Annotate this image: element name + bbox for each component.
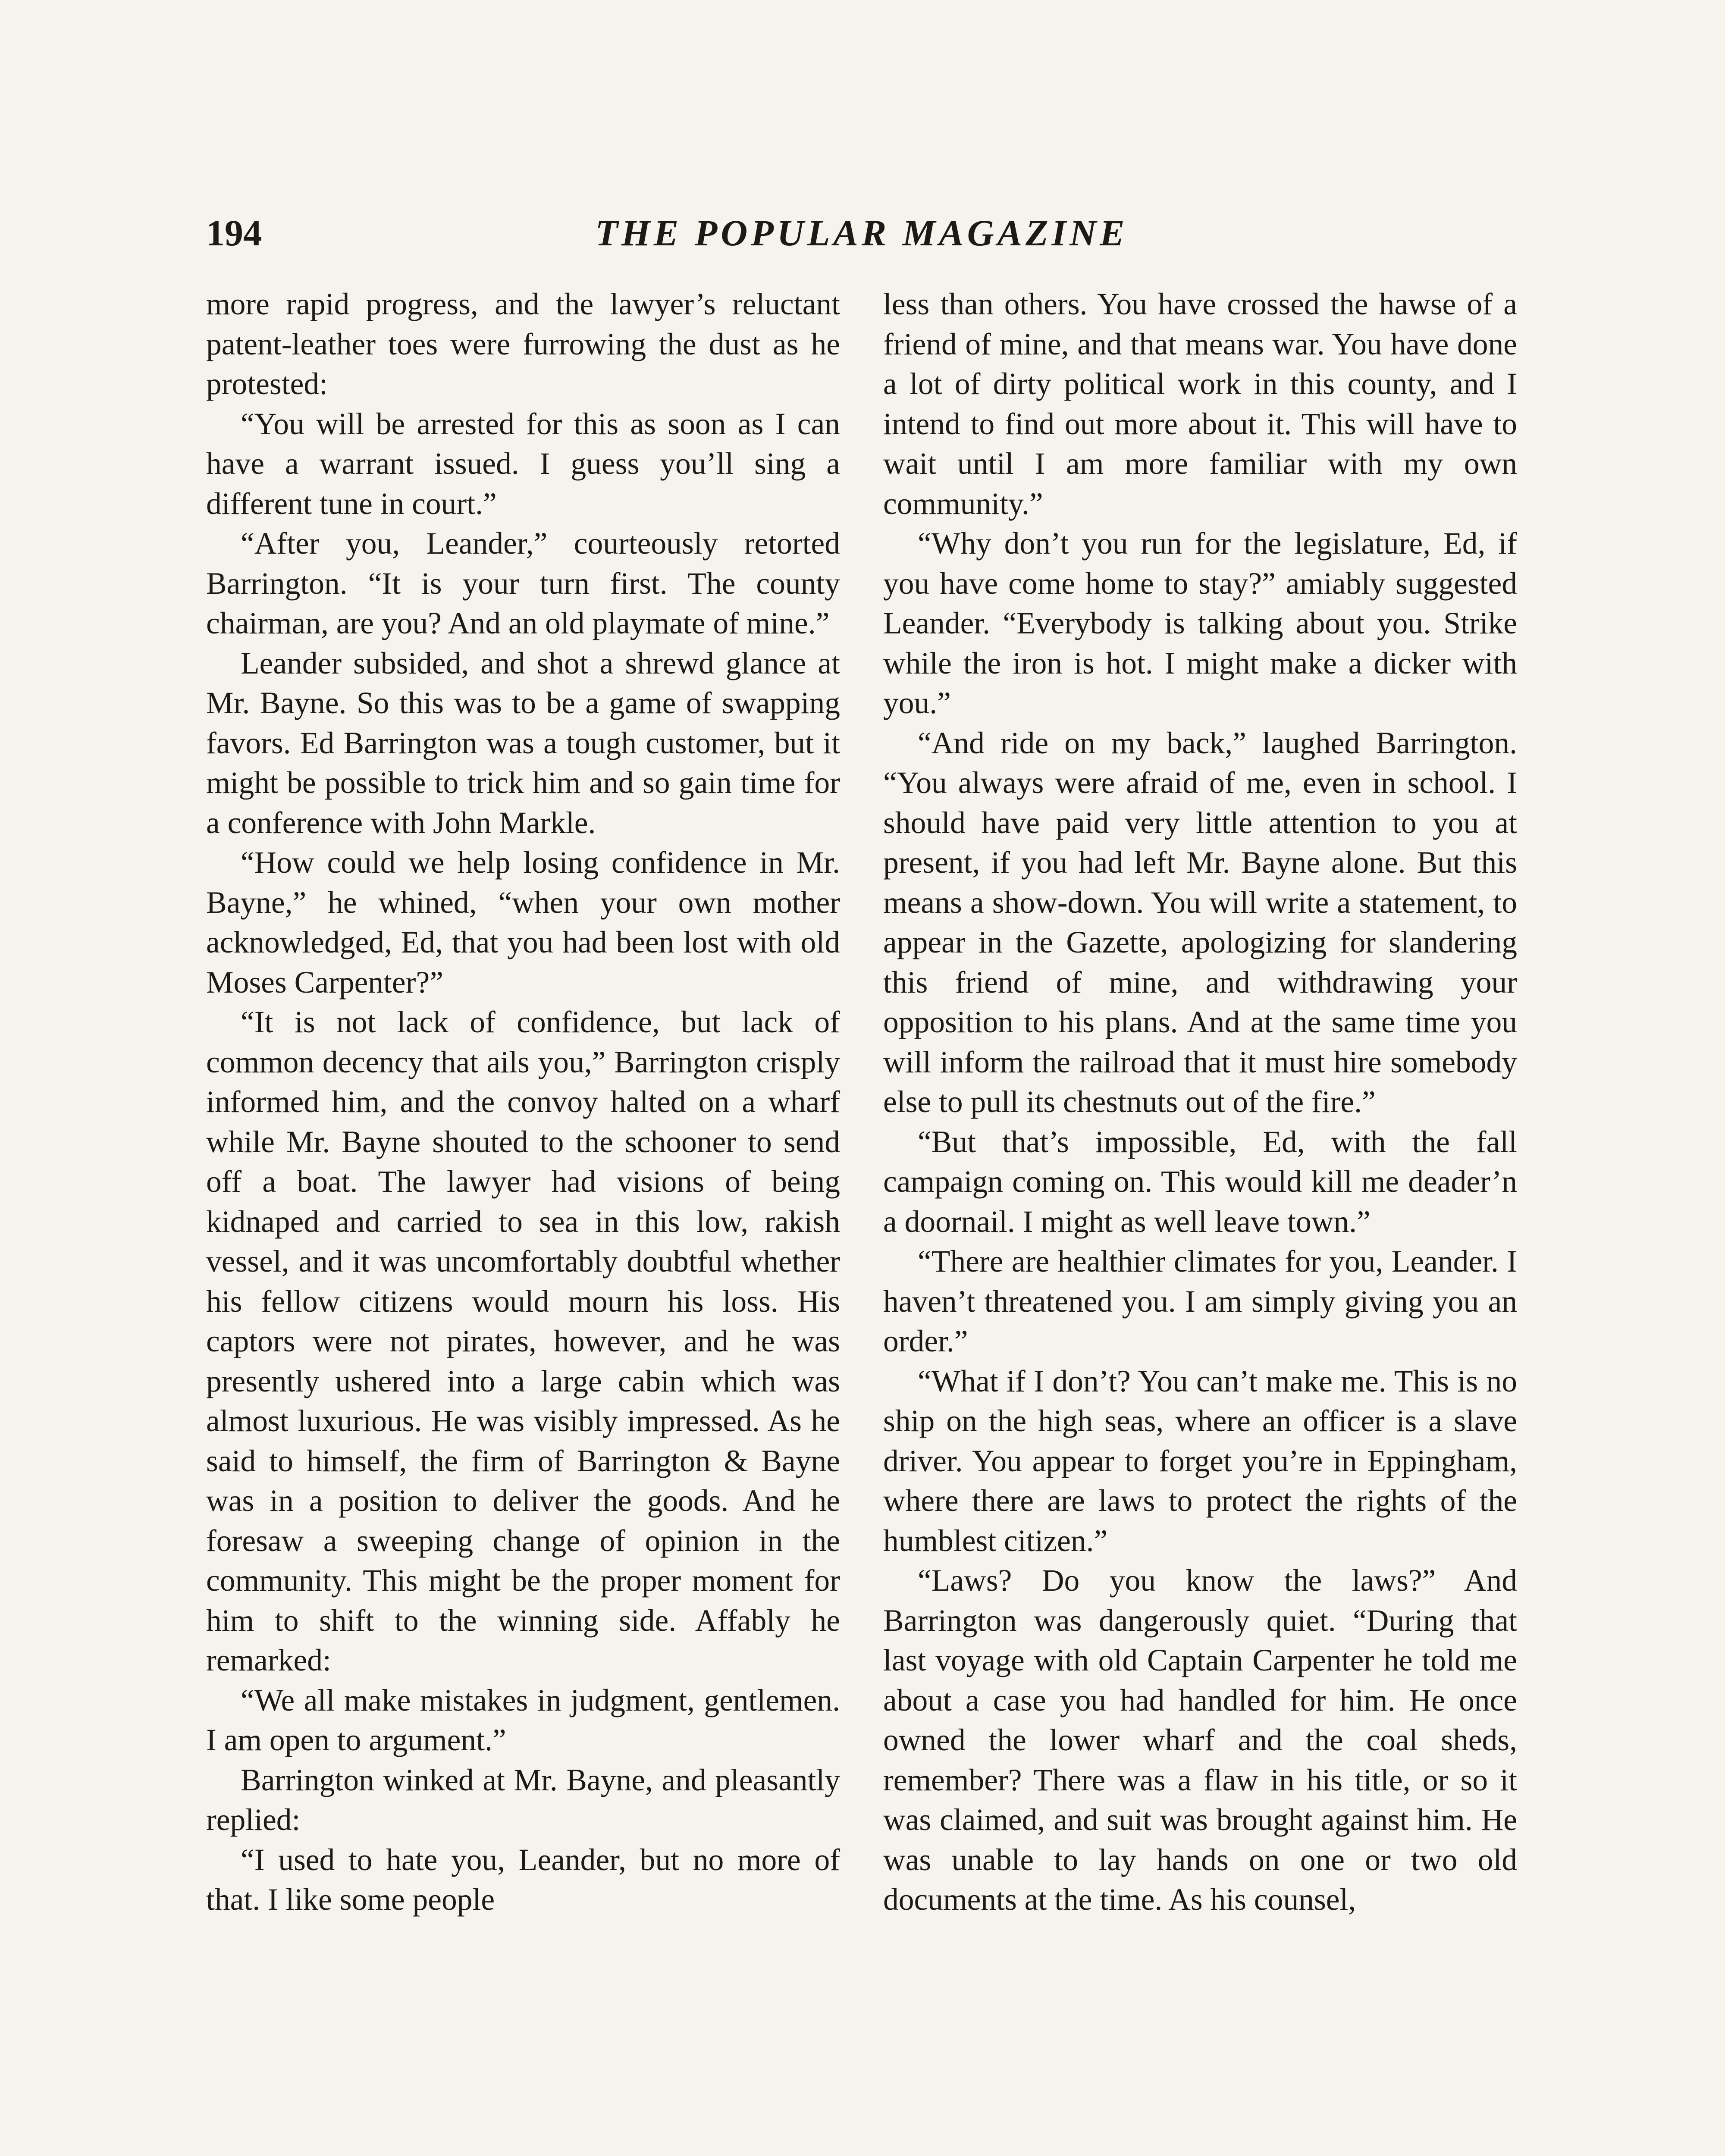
- right-column: [883, 285, 1517, 2156]
- page-number: 194: [206, 212, 262, 254]
- paragraph: “And ride on my back,” laughed Barrington. “You always were afraid of me, even in school. I should have paid very little attention to you at present, if you had left Mr. Bayne alone. But this means a show-down. You will write a statement, to appear in the Gazette, apologizing for slandering this friend of mine, and withdrawing your opposition to his plans. And at the same time you will inform the railroad that it must hire somebody else to pull its chestnuts out of the fire.”: [883, 726, 1517, 1119]
- left-column: [206, 285, 840, 2156]
- paragraph: “I used to hate you, Leander, but no more of that. I like some people: [206, 1843, 840, 1917]
- paragraph: less than others. You have crossed the hawse of a friend of mine, and that means war. You have done a lot of dirty political work in this county, and I intend to find out more about it. This will have to wait until I am more familiar with my own community.”: [883, 287, 1517, 521]
- paragraph: Leander subsided, and shot a shrewd glance at Mr. Bayne. So this was to be a game of swapping favors. Ed Barrington was a tough customer, but it might be possible to trick him and so gain time for a conference with John Markle.: [206, 646, 840, 840]
- paragraph: “After you, Leander,” courteously retorted Barrington. “It is your turn first. The county chairman, are you? And an old playmate of mine.”: [206, 526, 840, 640]
- paragraph: “Laws? Do you know the laws?” And Barrington was dangerously quiet. “During that last voyage with old Captain Carpenter he told me about a case you had handled for him. He once owned the lower wharf and the coal sheds, remember? There was a flaw in his title, or so it was claimed, and suit was brought against him. He was unable to lay hands on one or two old documents at the time. As his counsel,: [883, 1564, 1517, 1917]
- paragraph: “Why don’t you run for the legislature, Ed, if you have come home to stay?” amiably suggested Leander. “Everybody is talking about you. Strike while the iron is hot. I might make a dicker with you.”: [883, 526, 1517, 720]
- paragraph: “What if I don’t? You can’t make me. This is no ship on the high seas, where an officer is a slave driver. You appear to forget you’re in Eppingham, where there are laws to protect the rights of the humblest citizen.”: [883, 1364, 1517, 1558]
- paragraph: “We all make mistakes in judgment, gentlemen. I am open to argument.”: [206, 1683, 840, 1757]
- paragraph: “But that’s impossible, Ed, with the fall campaign coming on. This would kill me deader’n a doornail. I might as well leave town.”: [883, 1125, 1517, 1239]
- paragraph: “How could we help losing confidence in Mr. Bayne,” he whined, “when your own mother acknowledged, Ed, that you had been lost with old Moses Carpenter?”: [206, 846, 840, 1000]
- paragraph: “You will be arrested for this as soon as I can have a warrant issued. I guess you’ll sing a different tune in court.”: [206, 407, 840, 521]
- paragraph: “There are healthier climates for you, Leander. I haven’t threatened you. I am simply giving you an order.”: [883, 1244, 1517, 1358]
- paragraph: Barrington winked at Mr. Bayne, and pleasantly replied:: [206, 1763, 840, 1837]
- page-header: [206, 203, 1517, 263]
- running-head: THE POPULAR MAGAZINE: [595, 212, 1128, 254]
- paragraph: more rapid progress, and the lawyer’s reluctant patent-leather toes were furrowing the dust as he protested:: [206, 287, 840, 401]
- paragraph: “It is not lack of confidence, but lack of common decency that ails you,” Barrington crisply informed him, and the convoy halted on a wharf while Mr. Bayne shouted to the schooner to send off a boat. The lawyer had visions of being kidnaped and carried to sea in this low, rakish vessel, and it was uncomfortably doubtful whether his fellow citizens would mourn his loss. His captors were not pirates, however, and he was presently ushered into a large cabin which was almost luxurious. He was visibly impressed. As he said to himself, the firm of Barrington & Bayne was in a position to deliver the goods. And he foresaw a sweeping change of opinion in the community. This might be the proper moment for him to shift to the winning side. Affably he remarked:: [206, 1005, 840, 1677]
